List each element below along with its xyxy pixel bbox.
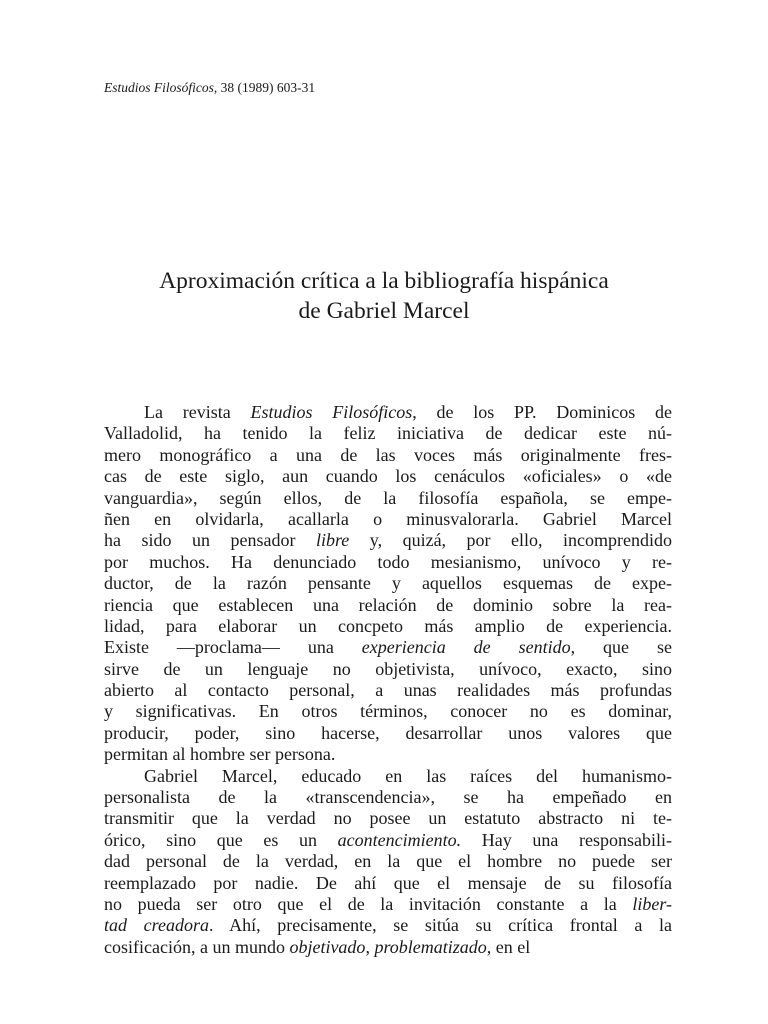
text-segment: La revista — [144, 402, 251, 422]
text-line — [104, 552, 672, 573]
text-segment: ha sido un pensador — [104, 530, 316, 551]
text-segment: ductor, de la razón pensante y aquellos esquemas de expe- — [104, 573, 672, 594]
text-segment: personalista de la «transcendencia», se ha empeñado en — [104, 787, 672, 808]
text-line — [104, 808, 672, 829]
text-line — [104, 937, 672, 958]
text-segment: Gabriel Marcel, educado en las raíces del humanismo- — [144, 765, 672, 786]
text-segment: y significativas. En otros términos, conocer no es dominar, — [104, 701, 672, 722]
text-segment: , de los PP. Dominicos de — [412, 402, 672, 422]
italic-text: libre — [315, 530, 350, 551]
text-segment: producir, poder, sino hacerse, desarrollar unos valores que — [104, 722, 672, 743]
text-segment: sirve de un lenguaje no objetivista, unívoco, exacto, sino — [104, 658, 672, 679]
text-line — [104, 744, 672, 765]
text-line — [104, 402, 672, 423]
text-segment: , que se — [570, 637, 672, 658]
text-line — [104, 915, 672, 936]
text-line — [104, 787, 672, 808]
text-segment: transmitir que la verdad no posee un estatuto abstracto ni te- — [104, 808, 672, 829]
text-segment: cosificación, a un mundo — [104, 936, 290, 957]
text-line — [104, 659, 672, 680]
text-segment: cas de este siglo, aun cuando los cenáculos «oficiales» o «de — [104, 466, 672, 487]
text-segment: Valladolid, ha tenido la feliz iniciativa de dedicar este nú- — [104, 423, 672, 444]
text-line — [104, 894, 672, 915]
text-line — [104, 595, 672, 616]
text-line — [104, 680, 672, 701]
text-segment: lidad, para elaborar un concpeto más amplio de experiencia. — [104, 615, 672, 636]
text-line — [104, 766, 672, 787]
citation-details: 38 (1989) 603-31 — [217, 80, 316, 95]
text-line — [104, 423, 672, 444]
text-segment: dad personal de la verdad, en la que el hombre no puede ser — [104, 851, 672, 872]
text-segment: ñen en olvidarla, acallarla o minusvalorarla. Gabriel Marcel — [104, 508, 672, 529]
title-line-1: Aproximación crítica a la bibliografía hispánica — [159, 268, 609, 294]
text-segment: riencia que establecen una relación de dominio sobre la rea- — [104, 594, 672, 615]
text-segment: , en el — [486, 936, 531, 957]
text-segment: por muchos. Ha denunciado todo mesianismo, unívoco y re- — [104, 551, 672, 572]
text-segment: Hay una responsabili- — [461, 829, 672, 850]
italic-text: tad creadora — [104, 915, 209, 936]
journal-citation — [104, 79, 315, 97]
italic-text: liber- — [632, 893, 672, 914]
text-segment: y, quizá, por ello, incomprendido — [349, 530, 672, 551]
text-segment: . Ahí, precisamente, se sitúa su crítica frontal a la — [208, 915, 672, 936]
text-segment: permitan al hombre ser persona. — [104, 744, 336, 765]
journal-name: Estudios Filosóficos, — [104, 80, 218, 95]
text-segment: mero monográfico a una de las voces más originalmente fres- — [104, 444, 672, 465]
text-line — [104, 509, 672, 530]
text-segment: reemplazado por nadie. De ahí que el mensaje de su filosofía — [104, 872, 672, 893]
text-segment: vanguardia», según ellos, de la filosofía española, se empe- — [104, 487, 672, 508]
text-segment: órico, sino que es un — [104, 829, 338, 850]
text-line — [104, 466, 672, 487]
italic-text: Estudios Filosóficos — [250, 402, 413, 422]
italic-text: objetivado — [289, 936, 366, 957]
text-segment: abierto al contacto personal, a unas realidades más profundas — [104, 680, 672, 701]
text-line — [104, 637, 672, 658]
text-line — [104, 530, 672, 551]
text-line — [104, 445, 672, 466]
text-segment: , — [365, 936, 375, 957]
text-line — [104, 701, 672, 722]
italic-text: acontencimiento. — [337, 829, 462, 850]
title-line-2: de Gabriel Marcel — [298, 298, 470, 324]
text-line — [104, 851, 672, 872]
text-line — [104, 488, 672, 509]
italic-text: experiencia de sentido — [361, 637, 571, 658]
text-line — [104, 616, 672, 637]
text-line — [104, 573, 672, 594]
article-title — [60, 266, 708, 326]
text-segment: Existe —proclama— una — [104, 637, 362, 658]
paragraph — [104, 766, 672, 959]
text-line — [104, 723, 672, 744]
text-line — [104, 830, 672, 851]
article-body — [104, 402, 672, 958]
text-segment: no pueda ser otro que el de la invitación constante a la — [104, 893, 633, 914]
text-line — [104, 873, 672, 894]
italic-text: problematizado — [374, 936, 487, 957]
paragraph — [104, 402, 672, 766]
